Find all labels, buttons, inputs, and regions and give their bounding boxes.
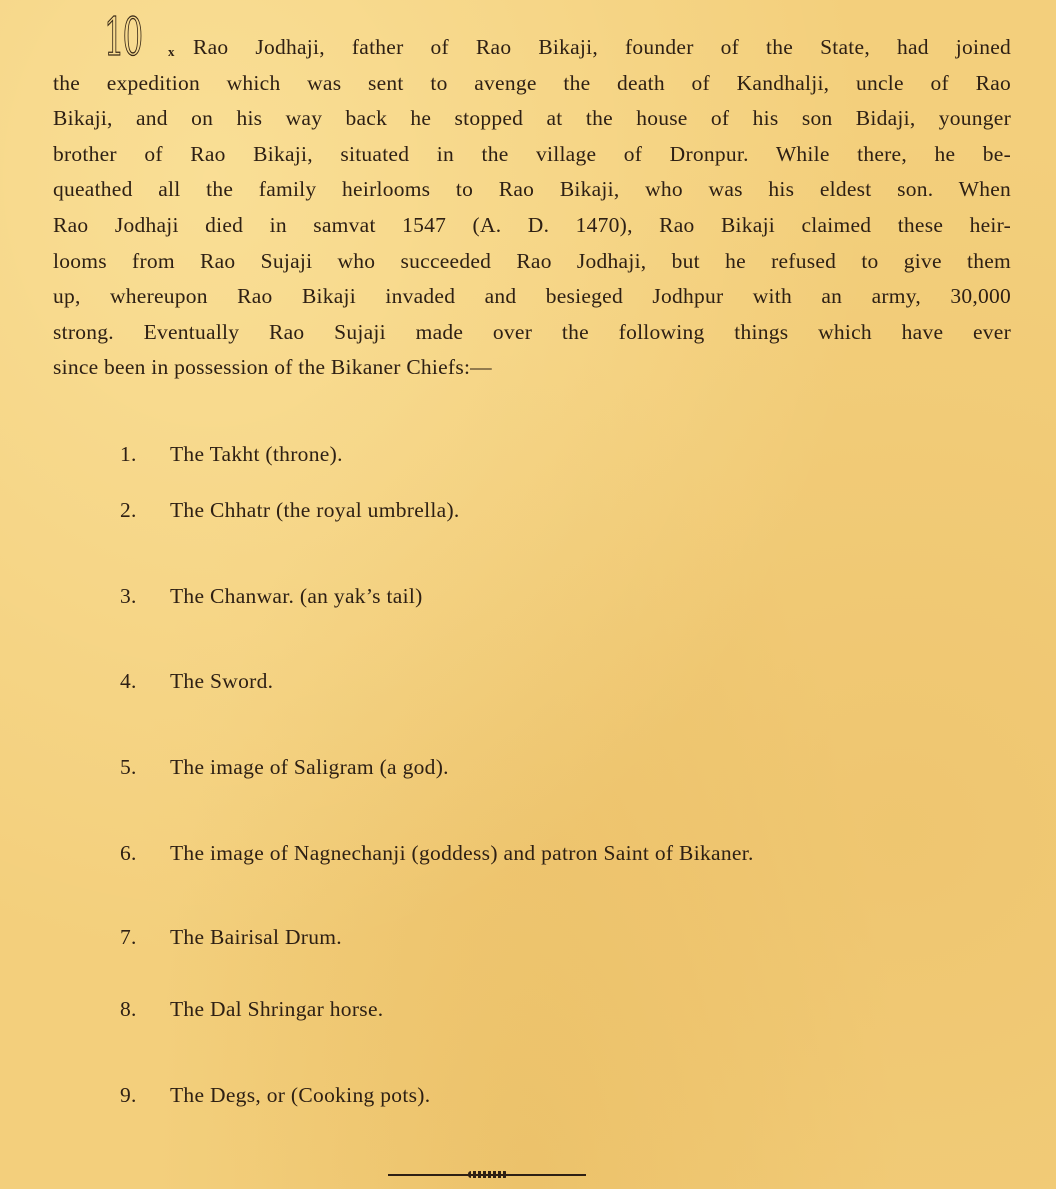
rule-ornament xyxy=(468,1171,508,1178)
heirloom-text: The image of Nagnechanji (goddess) and patron Saint of Bikaner. xyxy=(170,841,754,865)
ornamental-rule xyxy=(388,1170,586,1180)
heirloom-item xyxy=(120,496,460,524)
heirloom-text: The Chanwar. (an yak’s tail) xyxy=(170,584,423,608)
heirloom-number: 1. xyxy=(120,442,137,466)
heirloom-number: 4. xyxy=(120,669,137,693)
heirloom-number: 9. xyxy=(120,1083,137,1107)
paragraph-line: Rao Jodhaji died in samvat 1547 (A. D. 1470), Rao Bikaji claimed these heir- xyxy=(53,212,1011,237)
heirloom-item xyxy=(120,923,342,951)
heirloom-item xyxy=(120,667,273,695)
heirloom-number: 8. xyxy=(120,997,137,1021)
heirloom-item xyxy=(120,995,383,1023)
paragraph-line: the expedition which was sent to avenge the death of Kandhalji, uncle of Rao xyxy=(53,70,1011,95)
heirloom-text: The Chhatr (the royal umbrella). xyxy=(170,498,460,522)
heirloom-number: 2. xyxy=(120,498,137,522)
heirloom-number: 6. xyxy=(120,841,137,865)
heirloom-text: The image of Saligram (a god). xyxy=(170,755,449,779)
heirloom-number: 3. xyxy=(120,584,137,608)
paragraph-line: Rao Jodhaji, father of Rao Bikaji, founder of the State, had joined xyxy=(193,35,1011,59)
paragraph-line: up, whereupon Rao Bikaji invaded and besieged Jodhpur with an army, 30,000 xyxy=(53,284,1011,309)
section-number: 10 xyxy=(104,8,142,68)
heirloom-text: The Takht (throne). xyxy=(170,442,343,466)
section-mark: x xyxy=(168,44,175,59)
paragraph-line: since been in possession of the Bikaner Chiefs:— xyxy=(53,355,492,380)
heirloom-item xyxy=(120,1081,430,1109)
heirloom-text: The Bairisal Drum. xyxy=(170,925,342,949)
paragraph-line: brother of Rao Bikaji, situated in the village of Dronpur. While there, he be- xyxy=(53,141,1011,166)
heirloom-item xyxy=(120,839,754,867)
heirloom-text: The Degs, or (Cooking pots). xyxy=(170,1083,431,1107)
heirlooms-paragraph xyxy=(53,30,1011,386)
heirloom-text: The Dal Shringar horse. xyxy=(170,997,384,1021)
paragraph-line: strong. Eventually Rao Sujaji made over the following things which have ever xyxy=(53,319,1011,344)
heirloom-item xyxy=(120,753,449,781)
heirloom-item xyxy=(120,582,423,610)
heirloom-item xyxy=(120,440,343,468)
paragraph-line: queathed all the family heirlooms to Rao Bikaji, who was his eldest son. When xyxy=(53,177,1011,202)
heirloom-number: 5. xyxy=(120,755,137,779)
heirloom-text: The Sword. xyxy=(170,669,274,693)
heirloom-number: 7. xyxy=(120,925,137,949)
paragraph-line: Bikaji, and on his way back he stopped at the house of his son Bidaji, younger xyxy=(53,106,1011,131)
paragraph-line: looms from Rao Sujaji who succeeded Rao Jodhaji, but he refused to give them xyxy=(53,248,1011,273)
